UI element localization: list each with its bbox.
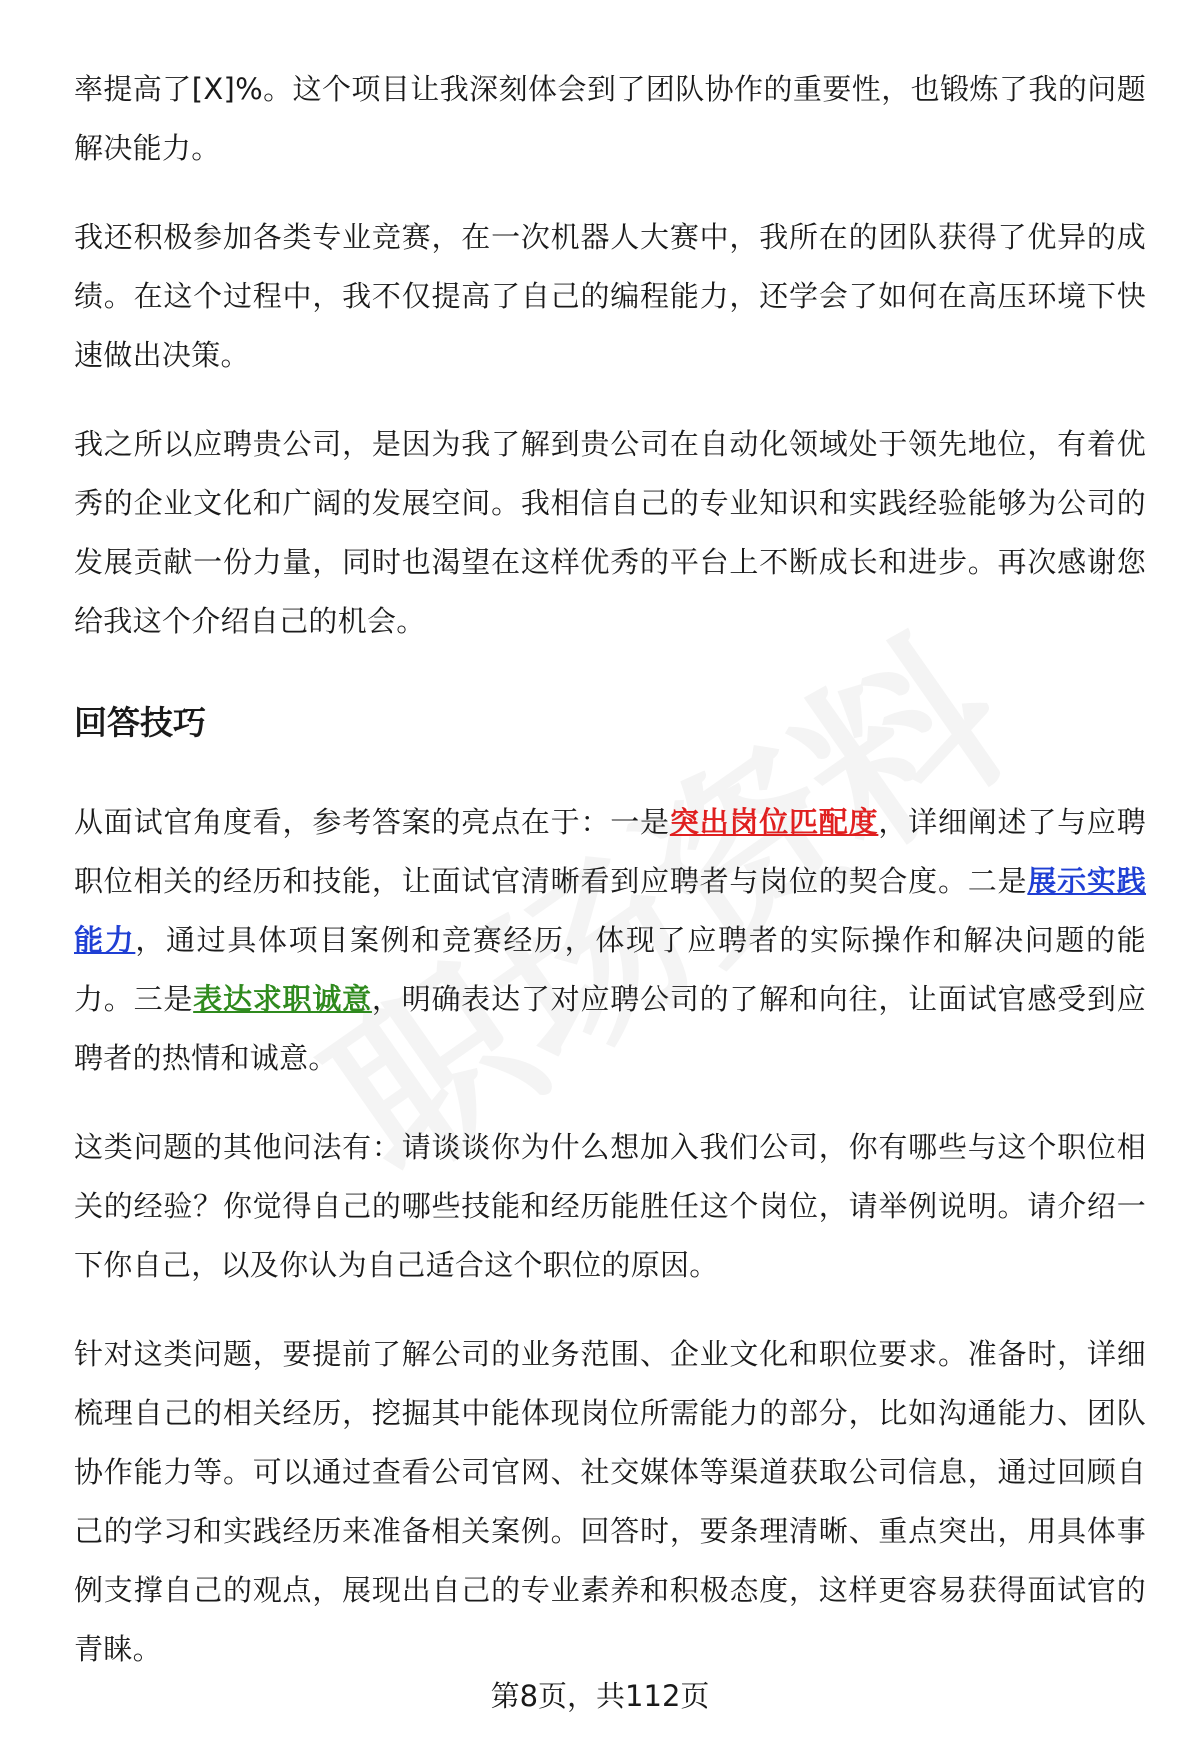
section-heading: 回答技巧 — [74, 703, 206, 742]
tips-text-1: ，详细阐述了与应聘职位相关的经历和技能，让面试官清晰看到应聘者与岗位的契合度。二是 — [74, 805, 1147, 898]
paragraph-gap — [74, 1088, 1146, 1118]
highlight-sincerity: 表达求职诚意 — [193, 982, 372, 1016]
paragraph-project-result: 率提高了[X]%。这个项目让我深刻体会到了团队协作的重要性，也锻炼了我的问题解决能力。 — [74, 72, 1146, 165]
paragraph-tips — [74, 793, 1146, 1088]
section-gap — [74, 651, 1146, 681]
paragraph-preparation-advice: 针对这类问题，要提前了解公司的业务范围、企业文化和职位要求。准备时，详细梳理自己的相关经历，挖掘其中能体现岗位所需能力的部分，比如沟通能力、团队协作能力等。可以通过查看公司官网、社交媒体等渠道获取公司信息，通过回顾自己的学习和实践经历来准备相关案例。回答时，要条理清晰、重点突出，用具体事例支撑自己的观点，展现出自己的专业素养和积极态度，这样更容易获得面试官的青睐。 — [74, 1337, 1146, 1666]
paragraph-alternative-questions: 这类问题的其他问法有：请谈谈你为什么想加入我们公司，你有哪些与这个职位相关的经验？你觉得自己的哪些技能和经历能胜任这个岗位，请举例说明。请介绍一下你自己，以及你认为自己适合这个职位的原因。 — [74, 1130, 1146, 1282]
paragraph-motivation: 我之所以应聘贵公司，是因为我了解到贵公司在自动化领域处于领先地位，有着优秀的企业文化和广阔的发展空间。我相信自己的专业知识和实践经验能够为公司的发展贡献一份力量，同时也渴望在这样优秀的平台上不断成长和进步。再次感谢您给我这个介绍自己的机会。 — [74, 427, 1146, 638]
document-page — [74, 60, 1146, 1679]
paragraph-gap — [74, 1295, 1146, 1325]
tips-text-3: ，明确表达了对应聘公司的了解和向往，让面试官感受到应聘者的热情和诚意。 — [74, 982, 1146, 1075]
highlight-practical-ability: 展示实践能力 — [74, 864, 1147, 957]
page-number: 第8页，共112页 — [490, 1679, 710, 1713]
paragraph-gap — [74, 178, 1146, 208]
paragraph-competition: 我还积极参加各类专业竞赛，在一次机器人大赛中，我所在的团队获得了优异的成绩。在这个过程中，我不仅提高了自己的编程能力，还学会了如何在高压环境下快速做出决策。 — [74, 220, 1146, 372]
tips-text-2: ，通过具体项目案例和竞赛经历，体现了应聘者的实际操作和解决问题的能力。三是 — [74, 923, 1146, 1016]
paragraph-gap — [74, 385, 1146, 415]
highlight-job-match: 突出岗位匹配度 — [669, 805, 879, 839]
tips-intro-text: 从面试官角度看，参考答案的亮点在于：一是 — [74, 805, 670, 839]
